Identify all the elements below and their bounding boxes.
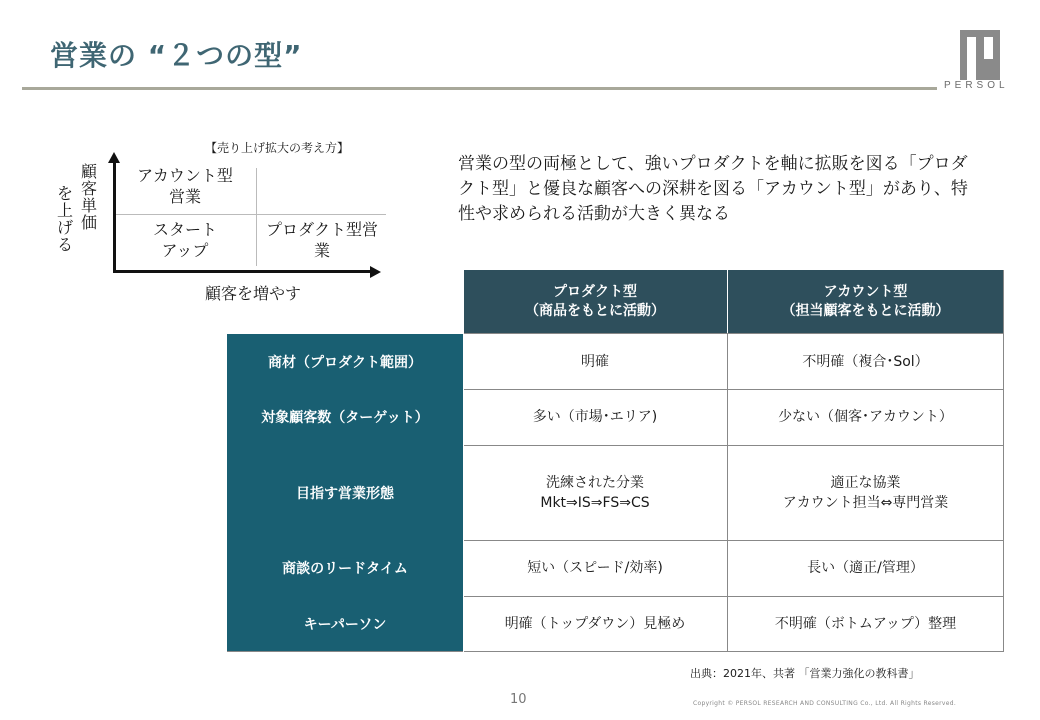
column-header-product: プロダクト型 （商品をもとに活動） [463,270,727,333]
table-cell-account: 長い（適正/管理） [727,540,1004,596]
brand-name: PERSOL [944,80,1009,91]
table-gridline [463,333,1004,334]
table-cell-account: 適正な協業 アカウント担当⇔専門営業 [727,445,1004,540]
table-cell-product: 明確 [463,334,727,389]
table-gridline [727,270,728,333]
row-header: 商材（プロダクト範囲） [227,334,463,389]
table-cell-account: 少ない（個客･アカウント） [727,389,1004,445]
table-gridline [463,445,1004,446]
row-header: 対象顧客数（ターゲット） [227,389,463,445]
table-cell-account: 不明確（複合･Sol） [727,334,1004,389]
quadrant-heading: 【売り上げ拡大の考え方】 [205,141,350,155]
page-number: 10 [510,692,527,707]
slide-title: 営業の “２つの型” [50,39,303,72]
source-citation: 出典：2021年、共著 「営業力強化の教科書」 [690,667,920,680]
table-gridline [1003,270,1004,652]
row-header: 商談のリードタイム [227,540,463,596]
quadrant-bottom-right: プロダクト型営 業 [265,220,378,260]
quadrant-divider-horizontal [116,214,386,215]
row-header: キーパーソン [227,596,463,652]
table-cell-product: 多い（市場･エリア) [463,389,727,445]
table-gridline [463,540,1004,541]
row-header: 目指す営業形態 [227,445,463,540]
quadrant-bottom-left: スタート アップ [152,220,217,260]
table-gridline [463,389,1004,390]
table-gridline [463,270,464,652]
table-cell-product: 明確（トップダウン）見極め [463,596,727,652]
quadrant-top-left: アカウント型 営業 [137,166,233,206]
table-gridline [227,651,1004,652]
table-cell-product: 洗練された分業 Mkt⇒IS⇒FS⇒CS [463,445,727,540]
persol-logo-icon [960,30,1000,80]
table-cell-product: 短い（スピード/効率) [463,540,727,596]
y-axis-line [113,162,116,273]
table-gridline [727,333,728,652]
table-cell-account: 不明確（ボトムアップ）整理 [727,596,1004,652]
title-divider [22,87,937,90]
description-text: 営業の型の両極として、強いプロダクトを軸に拡販を図る「プロダクト型」と優良な顧客への深耕を図る「アカウント型」があり、特性や求められる活動が大きく異なる [458,154,968,224]
y-axis-arrow-icon [108,152,120,163]
column-header-account: アカウント型 （担当顧客をもとに活動） [727,270,1004,333]
y-axis-label: 顧客単価 を上げる [56,162,97,254]
table-gridline [463,596,1004,597]
x-axis-arrow-icon [370,266,381,278]
copyright-notice: Copyright © PERSOL RESEARCH AND CONSULTING Co., Ltd. All Rights Reserved. [693,700,957,707]
x-axis-label: 顧客を増やす [205,284,302,303]
x-axis-line [113,270,371,273]
